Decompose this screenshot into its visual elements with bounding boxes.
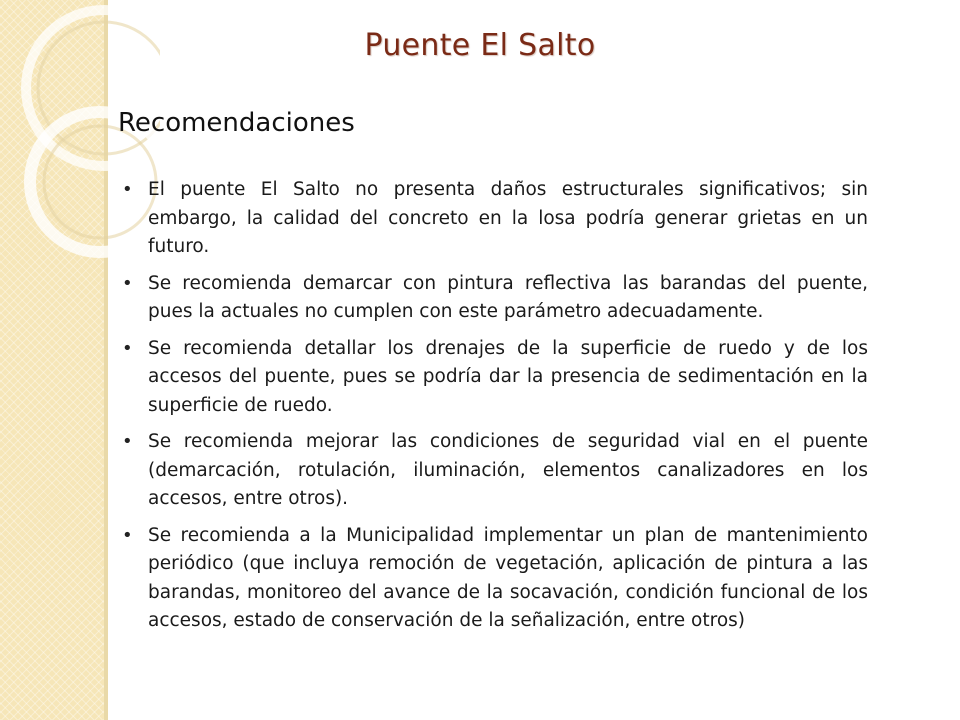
bullet-icon: • <box>122 179 133 200</box>
bullet-text: Se recomienda mejorar las condiciones de seguridad vial en el puente (demarcación, rotulación, iluminación, elementos canalizadores en los accesos, entre otros). <box>148 431 868 509</box>
bullet-text: El puente El Salto no presenta daños estructurales significativos; sin embargo, la calidad del concreto en la losa podría generar grietas en un futuro. <box>148 179 868 257</box>
bullet-icon: • <box>122 431 133 452</box>
list-item <box>118 428 868 514</box>
slide-title: Puente El Salto <box>364 28 596 63</box>
bullet-text: Se recomienda demarcar con pintura reflectiva las barandas del puente, pues la actuales no cumplen con este parámetro adecuadamente. <box>148 272 868 322</box>
list-item <box>118 522 868 636</box>
bullet-icon: • <box>122 524 133 546</box>
list-item <box>118 335 868 421</box>
bullet-text: Se recomienda a la Municipalidad implementar un plan de mantenimiento periódico (que incluya remoción de vegetación, aplicación de pintura a las barandas, monitoreo del avance de la socavación, condición funcional de los accesos, estado de conservación de la señalización, entre otros) <box>148 524 868 631</box>
section-heading: Recomendaciones <box>118 108 355 138</box>
list-item <box>118 270 868 327</box>
bullet-text: Se recomienda detallar los drenajes de la superficie de ruedo y de los accesos del puente, pues se podría dar la presencia de sedimentación en la superficie de ruedo. <box>148 337 868 416</box>
bullet-icon: • <box>122 337 133 359</box>
list-item <box>118 176 868 262</box>
recommendations-list <box>118 176 868 644</box>
bullet-icon: • <box>122 272 133 294</box>
